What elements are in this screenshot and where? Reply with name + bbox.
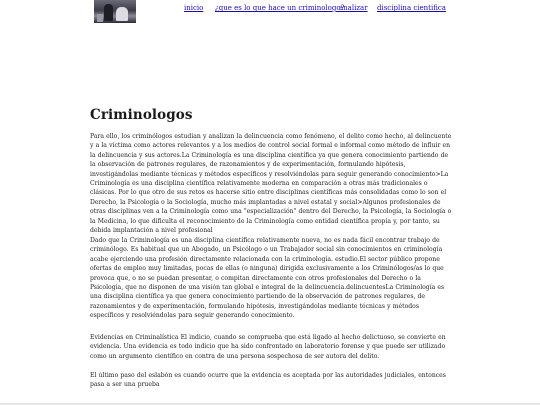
nav-link-inicio[interactable]: inicio (184, 4, 204, 12)
nav-link-disciplina-cientifica[interactable]: disciplina cientifica (377, 4, 446, 12)
paragraph: Evidencias en Criminalística El indicio, cuando se comprueba que está ligado al hecho delictuoso, se convierte en evidencia. Una evidencia es todo indicio que ha sido confrontado en laboratorio forense y que puede ser utilizado como un argumento científico en contra de una persona sospechosa de ser autora del delito. (90, 334, 446, 360)
page-title: Criminologos (90, 107, 193, 123)
header-logo-image (94, 0, 136, 23)
paragraph: Dado que la Criminología es una disciplina científica relativamente nueva, no es nada fácil encontrar trabajo de criminólogo. Es habitual que un Abogado, un Psicólogo o un Trabajador social sin conocimientos en criminología acabe ejerciendo una profesión directamente relacionada con la criminología. estudio.El sector público propone ofertas de empleo muy limitadas, pocas de ellas (o ninguna) dirigida exclusivamente a los Criminólogos/as lo que provoca que, o no se puedan presentar, o compitan directamente con otros profesionales del Derecho o la Psicología, que no disponen de una visión tan global e integral de la delincuencia.delincuentesLa Criminología es una disciplina científica ya que genera conocimiento partiendo de la observación de patrones regulares, de razonamientos y de experimentación, formulando hipótesis, investigándolas mediante técnicas y métodos específicos y resolviéndolas para seguir generando conocimiento. (90, 237, 445, 320)
main-content (90, 107, 452, 389)
logo-figure-shape (104, 4, 113, 21)
paragraph: El último paso del eslabón es cuando ocurre que la evidencia es aceptada por las autoridades judiciales, entonces pasa a ser una prueba (90, 372, 446, 389)
nav-link-que-hace-criminologo[interactable]: ¿que es lo que hace un criminologo? (215, 4, 345, 12)
paragraph: Para ello, los criminólogos estudian y analizan la delincuencia como fenómeno, el delito como hecho, al delincuente y a la víctima como actores relevantes y a los medios de control social formal e informal como método de influir en la delincuencia y sus actores.La Criminología es una disciplina científica ya que genera conocimiento partiendo de la observación de patrones regulares, de razonamientos y de experimentación, formulando hipótesis, investigándolas mediante técnicas y métodos específicos y resolviéndolas para seguir generando conocimiento>La Criminología es una disciplina científica relativamente moderna en comparación a otras más tradicionales o clásicas. Por lo que otro de sus retos es hacerse sitio entre disciplinas científicas más consolidadas como lo son el Derecho, la Psicología o la Sociología, mucho más implantadas a nivel estatal y social>Algunos profesionales de otras disciplinas ven a la Criminología como una "especialización" dentro del Derecho, la Psicología, la Sociología o la Medicina, lo que dificulta el reconocimiento de la Criminología como entidad científica propia y, por tanto, su debida implantación a nivel profesional (90, 133, 452, 235)
top-bar (0, 0, 540, 26)
nav-link-analizar[interactable]: analizar (339, 4, 368, 12)
logo-figure-shape (97, 14, 103, 22)
logo-figure-shape (116, 7, 128, 21)
